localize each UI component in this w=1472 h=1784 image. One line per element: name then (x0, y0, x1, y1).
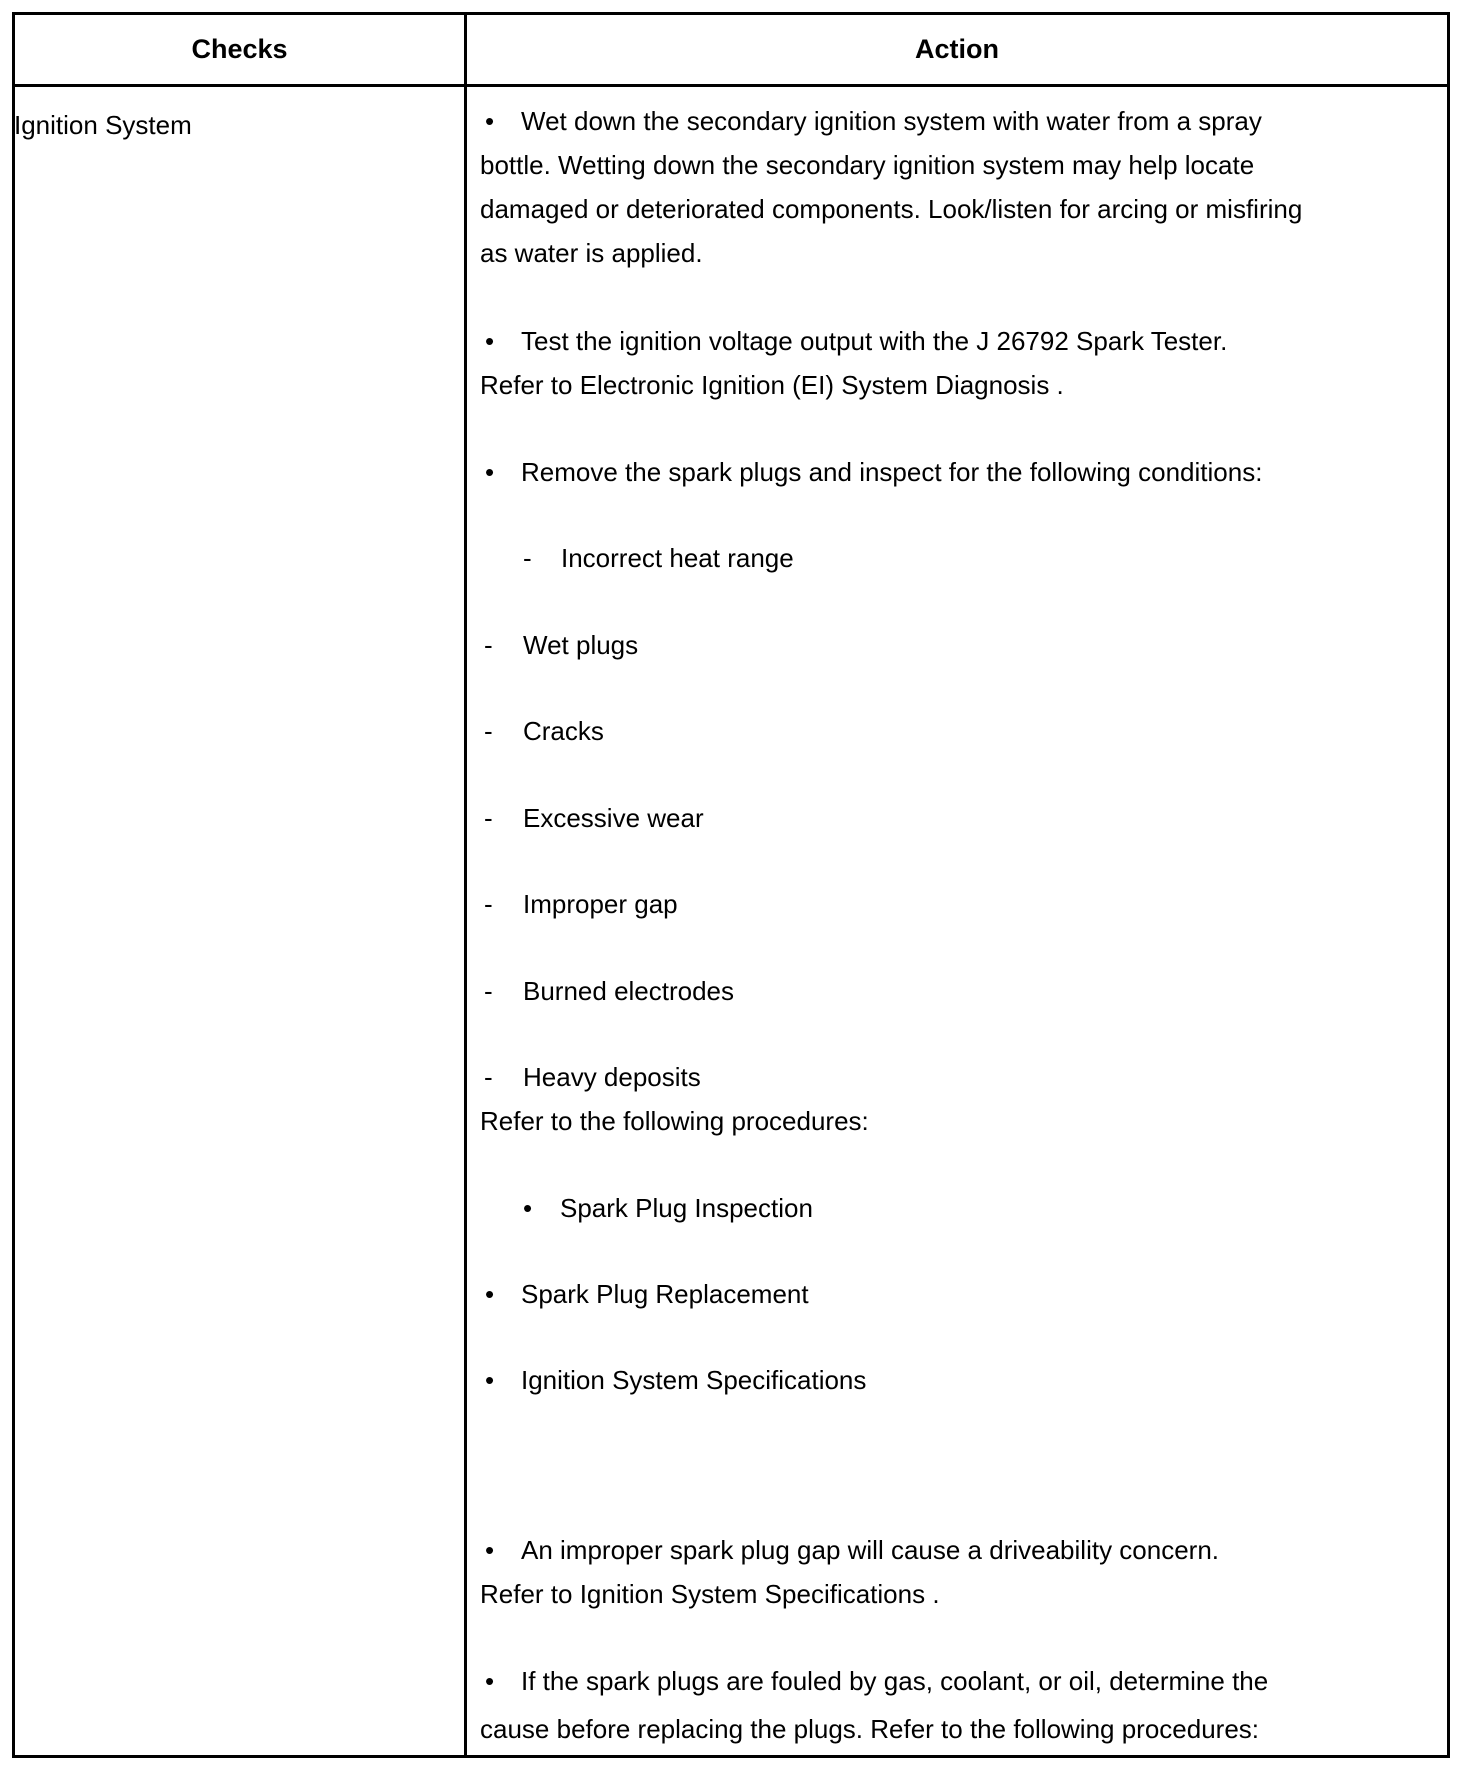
action-text-line: Test the ignition voltage output with the J 26792 Spark Tester. (521, 326, 1228, 356)
dash-marker: - (484, 889, 493, 919)
action-text-line: Remove the spark plugs and inspect for the following conditions: (521, 457, 1263, 487)
condition-item: Wet plugs (523, 630, 639, 660)
action-text-line: An improper spark plug gap will cause a driveability concern. (521, 1535, 1220, 1565)
bullet-marker: • (523, 1193, 533, 1223)
bullet-marker: • (485, 106, 495, 136)
column-header-action: Action (915, 34, 999, 64)
action-text-line: Refer to Ignition System Specifications . (480, 1579, 940, 1609)
dash-marker: - (484, 803, 493, 833)
column-divider (464, 15, 467, 1755)
column-header-checks: Checks (191, 34, 288, 64)
dash-marker: - (484, 630, 493, 660)
bullet-marker: • (485, 1666, 495, 1696)
procedure-item: Ignition System Specifications (521, 1365, 867, 1395)
header-divider (15, 84, 1447, 87)
dash-marker: - (484, 1062, 493, 1092)
diagnostic-table (12, 12, 1450, 1758)
action-text-line: Refer to the following procedures: (480, 1106, 869, 1136)
condition-item: Improper gap (523, 889, 678, 919)
action-text-line: damaged or deteriorated components. Look/listen for arcing or misfiring (480, 194, 1303, 224)
dash-marker: - (523, 543, 532, 573)
action-text-line: as water is applied. (480, 238, 703, 268)
action-text-line: cause before replacing the plugs. Refer to the following procedures: (480, 1714, 1260, 1744)
condition-item: Burned electrodes (523, 976, 735, 1006)
condition-item: Excessive wear (523, 803, 704, 833)
action-text-line: Wet down the secondary ignition system with water from a spray (521, 106, 1262, 136)
dash-marker: - (484, 976, 493, 1006)
bullet-marker: • (485, 1365, 495, 1395)
bullet-marker: • (485, 326, 495, 356)
dash-marker: - (484, 716, 493, 746)
condition-item: Incorrect heat range (561, 543, 794, 573)
bullet-marker: • (485, 1535, 495, 1565)
procedure-item: Spark Plug Replacement (521, 1279, 809, 1309)
bullet-marker: • (485, 457, 495, 487)
action-text-line: bottle. Wetting down the secondary ignition system may help locate (480, 150, 1255, 180)
condition-item: Cracks (523, 716, 604, 746)
procedure-item: Spark Plug Inspection (560, 1193, 813, 1223)
action-text-line: Refer to Electronic Ignition (EI) System Diagnosis . (480, 370, 1064, 400)
check-cell-ignition-system: Ignition System (14, 110, 192, 140)
action-text-line: If the spark plugs are fouled by gas, coolant, or oil, determine the (521, 1666, 1269, 1696)
bullet-marker: • (485, 1279, 495, 1309)
condition-item: Heavy deposits (523, 1062, 701, 1092)
